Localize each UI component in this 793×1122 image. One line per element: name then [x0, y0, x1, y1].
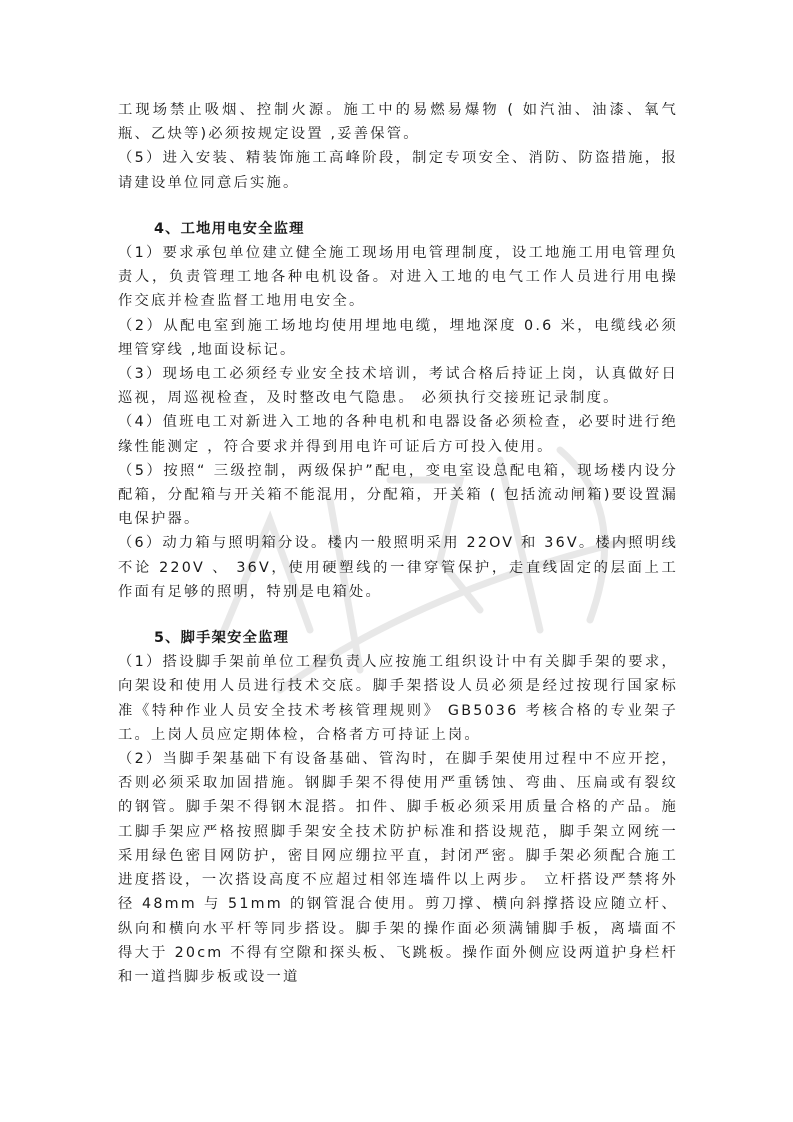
paragraph: （4）值班电工对新进入工地的各种电机和电器设备必须检查，必要时进行绝缘性能测定 ，符合要求并得到用电许可证后方可投入使用。	[118, 414, 678, 455]
paragraph: （5）按照“ 三级控制，两级保护”配电，变电室设总配电箱，现场楼内设分配箱，分配箱与开关箱不能混用，分配箱，开关箱 ( 包括流动闸箱)要设置漏电保护器。	[118, 462, 678, 528]
paragraph: 工现场禁止吸烟、控制火源。施工中的易燃易爆物 ( 如汽油、油漆、氧气瓶、乙炔等)必须按规定设置 ,妥善保管。	[118, 102, 678, 143]
paragraph: （1）搭设脚手架前单位工程负责人应按施工组织设计中有关脚手架的要求，向架设和使用人员进行技术交底。脚手架搭设人员必须是经过按现行国家标准《特种作业人员安全技术考核管理规则》 GB5036 考核合格的专业架子工。上岗人员应定期体检，合格者方可持证上岗。	[118, 654, 678, 743]
paragraph: （2）当脚手架基础下有设备基础、管沟时，在脚手架使用过程中不应开挖，否则必须采取加固措施。钢脚手架不得使用严重锈蚀、弯曲、压扁或有裂纹的钢管。脚手架不得钢木混搭。扣件、脚手板必须采用质量合格的产品。施工脚手架应严格按照脚手架安全技术防护标准和搭设规范，脚手架立网统一采用绿色密目网防护，密目网应绷拉平直，封闭严密。脚手架必须配合施工进度搭设，一次搭设高度不应超过相邻连墙件以上两步。 立杆搭设严禁将外径 48mm 与 51mm 的钢管混合使用。剪刀撑、横向斜撑搭设应随立杆、纵向和横向水平杆等同步搭设。脚手架的操作面必须满铺脚手板，离墙面不得大于 20cm 不得有空隙和探头板、飞跳板。操作面外侧应设两道护身栏杆和一道挡脚步板或设一道	[118, 751, 678, 985]
paragraph: （5）进入安装、精装饰施工高峰阶段，制定专项安全、消防、防盗措施，报请建设单位同意后实施。	[118, 150, 678, 191]
paragraph: （1）要求承包单位建立健全施工现场用电管理制度，设工地施工用电管理负责人，负责管理工地各种电机设备。对进入工地的电气工作人员进行用电操作交底并检查监督工地用电安全。	[118, 245, 678, 310]
section-gap	[118, 604, 678, 626]
document-body	[118, 98, 678, 989]
section-gap	[118, 195, 678, 217]
section-heading: 4、工地用电安全监理	[154, 220, 305, 237]
paragraph: （3）现场电工必须经专业安全技术培训，考试合格后持证上岗，认真做好日巡视，周巡视检查，及时整改电气隐患。 必须执行交接班记录制度。	[118, 366, 678, 407]
paragraph: （6）动力箱与照明箱分设。楼内一般照明采用 22OV 和 36V。楼内照明线不论 220V 、 36V，使用硬塑线的一律穿管保护，走直线固定的层面上工作面有足够的照明，特别是电箱处。	[118, 535, 678, 600]
section-heading: 5、脚手架安全监理	[154, 630, 290, 647]
paragraph: （2）从配电室到施工场地均使用埋地电缆，埋地深度 0.6 米，电缆线必须埋管穿线 ,地面设标记。	[118, 317, 678, 358]
